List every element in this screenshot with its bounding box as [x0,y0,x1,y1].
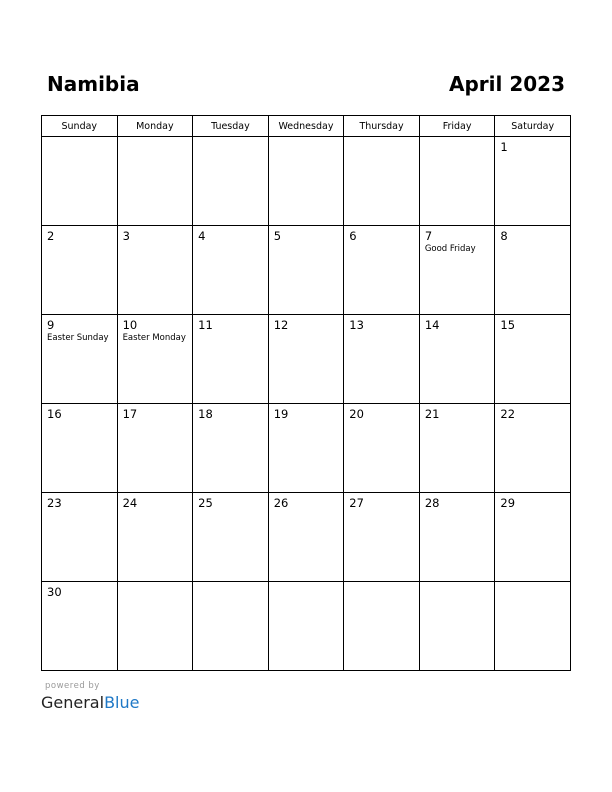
day-cell [117,582,193,671]
day-cell [193,226,269,315]
day-cell [268,493,344,582]
day-number: 18 [198,407,213,421]
day-cell [344,493,420,582]
day-cell [419,226,495,315]
day-cell [42,493,118,582]
day-cell [268,226,344,315]
day-cell [268,404,344,493]
weekday-tuesday: Tuesday [193,116,269,137]
day-number: 1 [500,140,508,154]
day-number: 30 [47,585,62,599]
day-number: 26 [273,496,289,510]
holiday-label: Easter Sunday [47,333,109,343]
day-number: 15 [500,318,516,332]
day-cell [495,137,571,226]
day-number: 13 [349,318,364,332]
day-number: 20 [349,407,364,421]
day-cell [344,404,420,493]
week-row-2 [42,226,571,315]
day-number: 2 [47,229,55,243]
day-number: 27 [349,496,364,510]
day-cell [42,226,118,315]
day-number: 3 [122,229,130,243]
day-cell [193,493,269,582]
day-cell [193,315,269,404]
weekday-monday: Monday [117,116,193,137]
calendar-grid [41,115,571,671]
day-number: 21 [424,407,440,421]
week-row-3 [42,315,571,404]
weekday-sunday: Sunday [42,116,118,137]
day-number: 11 [198,318,213,332]
day-cell [42,315,118,404]
day-number: 22 [500,407,516,421]
day-number: 25 [198,496,213,510]
day-cell [495,582,571,671]
weekday-header-row [42,116,571,137]
day-number: 6 [349,229,357,243]
weekday-saturday: Saturday [495,116,571,137]
day-cell [344,315,420,404]
brand-blue-text: Blue [104,693,140,712]
day-cell [344,137,420,226]
day-number: 29 [500,496,516,510]
generalblue-logo-link[interactable] [41,692,139,714]
month-title: April 2023 [449,72,565,96]
day-number: 17 [122,407,138,421]
day-cell [42,137,118,226]
day-cell [495,404,571,493]
day-cell [344,582,420,671]
day-number: 24 [122,496,138,510]
day-cell [42,404,118,493]
week-row-1 [42,137,571,226]
day-number: 9 [47,318,55,332]
week-row-4 [42,404,571,493]
day-cell [42,582,118,671]
day-number: 19 [273,407,289,421]
day-cell [268,582,344,671]
day-cell [193,404,269,493]
day-number: 16 [47,407,62,421]
week-row-6 [42,582,571,671]
day-cell [419,315,495,404]
day-cell [419,404,495,493]
day-cell [268,315,344,404]
holiday-label: Good Friday [424,244,476,254]
day-number: 4 [198,229,206,243]
day-cell [268,137,344,226]
day-cell [419,582,495,671]
day-number: 8 [500,229,508,243]
day-number: 5 [273,229,282,243]
day-cell [193,582,269,671]
day-cell [117,404,193,493]
weekday-thursday: Thursday [344,116,420,137]
day-number: 28 [424,496,440,510]
powered-by-label: powered by [45,681,100,691]
day-number: 7 [424,229,433,243]
day-cell [495,493,571,582]
weekday-friday: Friday [419,116,495,137]
weekday-wednesday: Wednesday [268,116,344,137]
country-title: Namibia [47,72,140,96]
brand-general-text: General [41,693,105,712]
day-cell [117,493,193,582]
day-cell [495,226,571,315]
day-number: 10 [122,318,138,332]
day-number: 12 [273,318,289,332]
day-cell [117,315,193,404]
day-cell [419,493,495,582]
holiday-label: Easter Monday [122,333,186,343]
day-cell [193,137,269,226]
day-number: 23 [47,496,62,510]
day-cell [344,226,420,315]
day-cell [117,137,193,226]
day-number: 14 [424,318,440,332]
day-cell [117,226,193,315]
day-cell [495,315,571,404]
week-row-5 [42,493,571,582]
day-cell [419,137,495,226]
